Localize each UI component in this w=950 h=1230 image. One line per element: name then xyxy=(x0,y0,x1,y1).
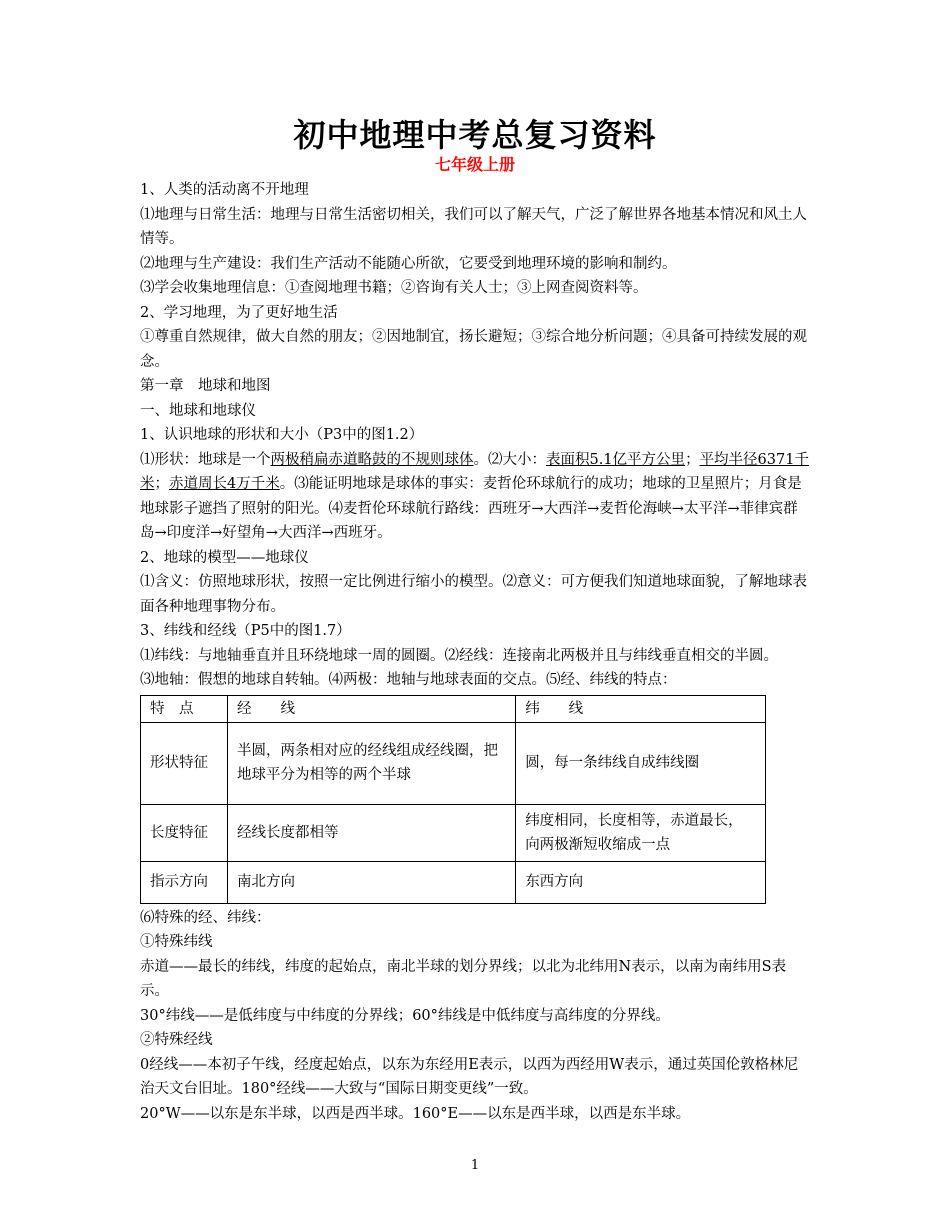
document-body xyxy=(140,178,812,1126)
subsection-heading: 3、纬线和经线（P5中的图1.7） xyxy=(140,623,351,639)
paragraph: ⑴纬线：与地轴垂直并且环绕地球一周的圆圈。⑵经线：连接南北两极并且与纬线垂直相交的半圆。 xyxy=(140,647,778,664)
table-row xyxy=(141,804,766,861)
underlined-text: 赤道周长4万千米 xyxy=(169,476,280,492)
paragraph: 赤道——最长的纬线，纬度的起始点，南北半球的划分界线；以北为北纬用N表示，以南为南纬用S表示。 xyxy=(140,958,787,999)
table-cell: 经线长度都相等 xyxy=(227,804,515,861)
table-header-cell: 特 点 xyxy=(141,695,228,722)
underlined-text: 表面积5.1亿平方公里 xyxy=(546,451,686,468)
table-row xyxy=(141,861,766,903)
heading-2: 2、学习地理，为了更好地生活 xyxy=(140,304,338,321)
table-row xyxy=(141,722,766,804)
table-cell: 形状特征 xyxy=(141,722,228,804)
page-title: 初中地理中考总复习资料 xyxy=(293,116,657,154)
underlined-text: 两极稍扁赤道略鼓的不规则球体 xyxy=(270,451,474,468)
text-run: 。⑶能证明地球是球体的事实：麦哲伦环球航行的成功；地球的卫星照片；月食是地球影子遮挡了照射的阳光。⑷麦哲伦环球航行路线：西班牙→大西洋→麦哲伦海峡→太平洋→菲律宾群岛→印度洋→好望角→大西洋→西班牙。 xyxy=(140,476,802,541)
paragraph: ⑶地轴：假想的地球自转轴。⑷两极：地轴与地球表面的交点。⑸经、纬线的特点： xyxy=(140,672,677,688)
paragraph: 0经线——本初子午线，经度起始点，以东为东经用E表示，以西为西经用W表示，通过英国伦敦格林尼治天文台旧址。180°经线——大致与“国际日期变更线”一致。 xyxy=(140,1056,799,1097)
paragraph: ⑹特殊的经、纬线： xyxy=(140,909,271,926)
text-run: ； xyxy=(685,451,700,468)
table-cell: 指示方向 xyxy=(141,861,228,903)
table-header-row xyxy=(141,695,766,722)
table-cell: 圆，每一条纬线自成纬线圈 xyxy=(516,722,766,804)
paragraph: 20°W——以东是东半球，以西是西半球。160°E——以东是西半球，以西是东半球。 xyxy=(140,1105,691,1122)
paragraph-earth-shape xyxy=(140,448,812,546)
section-heading: 一、地球和地球仪 xyxy=(140,402,256,419)
text-run: 。⑵大小： xyxy=(473,451,546,468)
chapter-heading: 第一章 地球和地图 xyxy=(140,378,271,394)
paragraph: ⑴含义：仿照地球形状，按照一定比例进行缩小的模型。⑵意义：可方便我们知道地球面貌，了解地球表面各种地理事物分布。 xyxy=(140,574,807,615)
table-header-cell: 经 线 xyxy=(227,695,515,722)
paragraph: ①尊重自然规律，做大自然的朋友；②因地制宜，扬长避短；③综合地分析问题；④具备可持续发展的观念。 xyxy=(140,329,807,370)
table-cell: 纬度相同，长度相等，赤道最长，向两极渐短收缩成一点 xyxy=(516,804,766,861)
table-cell: 南北方向 xyxy=(227,861,515,903)
subsection-heading: 1、认识地球的形状和大小（P3中的图1.2） xyxy=(140,427,424,443)
table-header-cell: 纬 线 xyxy=(516,695,766,722)
page-number: 1 xyxy=(470,1158,480,1173)
table-cell: 东西方向 xyxy=(516,861,766,903)
text-run: ； xyxy=(154,476,169,492)
paragraph: ⑶学会收集地理信息：①查阅地理书籍；②咨询有关人士；③上网查阅资料等。 xyxy=(140,280,648,296)
paragraph: ⑴地理与日常生活：地理与日常生活密切相关，我们可以了解天气，广泛了解世界各地基本情况和风土人情等。 xyxy=(140,206,807,247)
paragraph: ①特殊纬线 xyxy=(140,934,213,950)
paragraph: ②特殊经线 xyxy=(140,1032,213,1048)
paragraph: ⑵地理与生产建设：我们生产活动不能随心所欲，它要受到地理环境的影响和制约。 xyxy=(140,255,677,272)
underlined-text: 平均半径6371千米 xyxy=(140,451,809,492)
table-cell: 长度特征 xyxy=(141,804,228,861)
heading-1: 1、人类的活动离不开地理 xyxy=(140,182,309,198)
subsection-heading: 2、地球的模型——地球仪 xyxy=(140,549,309,566)
text-run: ⑴形状：地球是一个 xyxy=(140,451,271,468)
page-subtitle: 七年级上册 xyxy=(434,155,515,174)
features-table xyxy=(140,695,766,904)
paragraph: 30°纬线——是低纬度与中纬度的分界线；60°纬线是中低纬度与高纬度的分界线。 xyxy=(140,1007,670,1024)
table-cell: 半圆，两条相对应的经线组成经线圈，把地球平分为相等的两个半球 xyxy=(227,722,515,804)
